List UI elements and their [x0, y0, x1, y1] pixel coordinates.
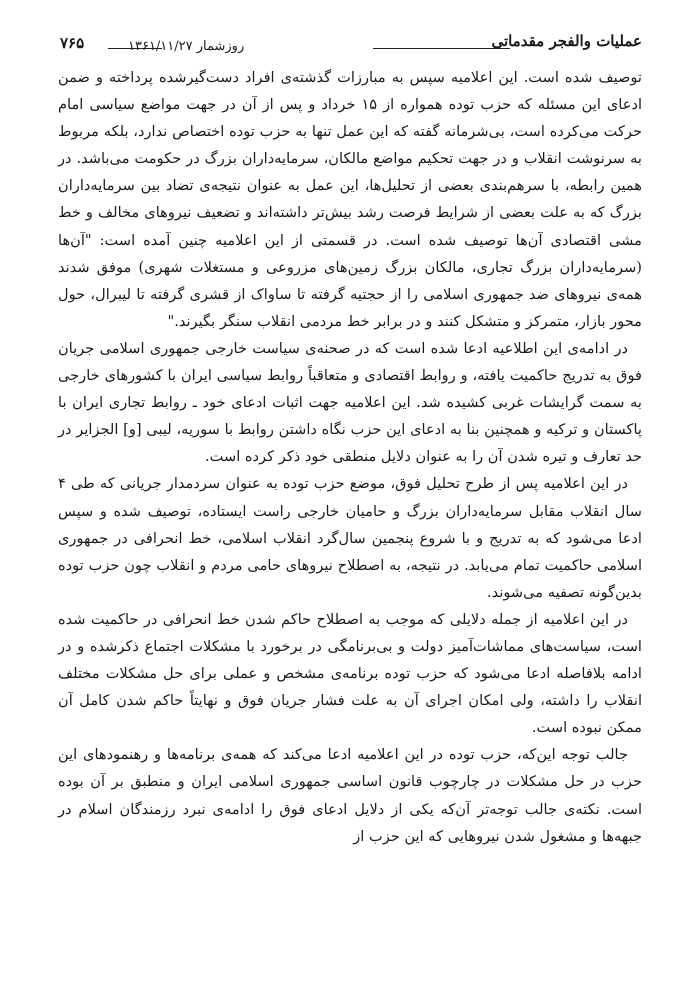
header-rule-left: [108, 48, 162, 49]
body-text: [58, 64, 642, 850]
paragraph-3: در این اعلامیه پس از طرح تحلیل فوق، موضع حزب توده به عنوان سردمدار جریانی که طی ۴ سال انقلاب مقابل سرمایه‌داران بزرگ و حامیان خارجی راست ایستاده، توصیف شده و سپس ادعا می‌شود که به تدریج و با شروع پنجمین سال‌گرد انقلاب اسلامی، خط انحرافی در جمهوری اسلامی حاکمیت تمام می‌یابد. در نتیجه، به اصطلاح نیروهای حامی مردم و انقلاب چون حزب توده بدین‌گونه تصفیه می‌شوند.: [58, 475, 642, 601]
paragraph-4: در این اعلامیه از جمله دلایلی که موجب به اصطلاح حاکم شدن خط انحرافی در حاکمیت شده است، سیاست‌های مماشات‌آمیز دولت و بی‌برنامگی در برخورد با مشکلات اجتماع ذکرشده و در ادامه بلافاصله ادعا می‌شود که حزب توده برنامه‌ی مشخص و عملی برای حل مشکلات مختلف انقلاب را داشته، ولی امکان اجرای آن به علت فشار جریان فوق و نهایتاً حاکم شدن کامل آن ممکن نبوده است.: [58, 610, 642, 737]
paragraph-5: جالب توجه این‌که، حزب توده در این اعلامیه ادعا می‌کند که همه‌ی برنامه‌ها و رهنمودهای این حزب در حل مشکلات در چارچوب قانون اساسی جمهوری اسلامی ایران و منطبق بر آن بوده است. نکته‌ی جالب توجه‌تر آن‌که یکی از دلایل ادعای فوق را ادامه‌ی نبرد رزمندگان اسلام در جبهه‌ها و مشغول شدن نیروهایی که این حزب از: [58, 746, 642, 845]
document-page: [58, 22, 642, 981]
page-number: ۷۶۵: [60, 34, 85, 52]
diary-date: روزشمار ۱۳۶۱/۱۱/۲۷: [128, 39, 245, 54]
running-header: [58, 22, 642, 62]
paragraph-2: در ادامه‌ی این اطلاعیه ادعا شده است که در صحنه‌ی سیاست خارجی جمهوری اسلامی جریان فوق به تدریج حاکمیت یافته، و روابط اقتصادی و متعاقباً روابط سیاسی ایران با کشورهای خارجی به سمت گرایشات غربی کشیده شد. این اعلامیه جهت اثبات ادعای خود ـ روابط تجاری ایران با پاکستان و ترکیه و همچنین بنا به ادعای این حزب نگاه داشتن روابط با سوریه، لیبی [و] الجزایر در حد تعارف و تیره شدن آن را به عنوان دلایل منطقی خود ذکر کرده است.: [58, 339, 642, 466]
paragraph-1: توصیف شده است. این اعلامیه سپس به مبارزات گذشته‌ی افراد دست‌گیرشده پرداخته و ضمن ادعای این مسئله که حزب توده همواره از ۱۵ خرداد و پس از آن در جهت مواضع سیاسی امام حرکت می‌کرده است، بی‌شرمانه گفته که این عمل تنها به حزب توده اختصاص ندارد، بلکه مربوط به سرنوشت انقلاب و در جهت تحکیم مواضع مالکان، سرمایه‌داران بزرگ در حکومت می‌باشد. در همین رابطه، با سرهم‌بندی بعضی از تحلیل‌ها، این عمل به عنوان نتیجه‌ی تضاد بین سرمایه‌داران بزرگ که به علت بعضی از شرایط فرصت رشد بیش‌تر داشته‌اند و تضعیف نیروهای مخالف و خط مشی اقتصادی آن‌ها توصیف شده است. در قسمتی از این اعلامیه چنین آمده است: "آن‌ها (سرمایه‌داران بزرگ تجاری، مالکان بزرگ زمین‌های مزروعی و مستغلات شهری) موفق شدند همه‌ی نیروهای ضد جمهوری اسلامی را از حجتیه گرفته تا ساواک از قشری گرفته تا لیبرال، حول محور بازار، متمرکز و متشکل کنند و در برابر خط مردمی انقلاب سنگر بگیرند.": [58, 69, 643, 330]
header-rule-right: [373, 48, 510, 49]
book-title: عملیات والفجر مقدماتی: [491, 32, 642, 50]
